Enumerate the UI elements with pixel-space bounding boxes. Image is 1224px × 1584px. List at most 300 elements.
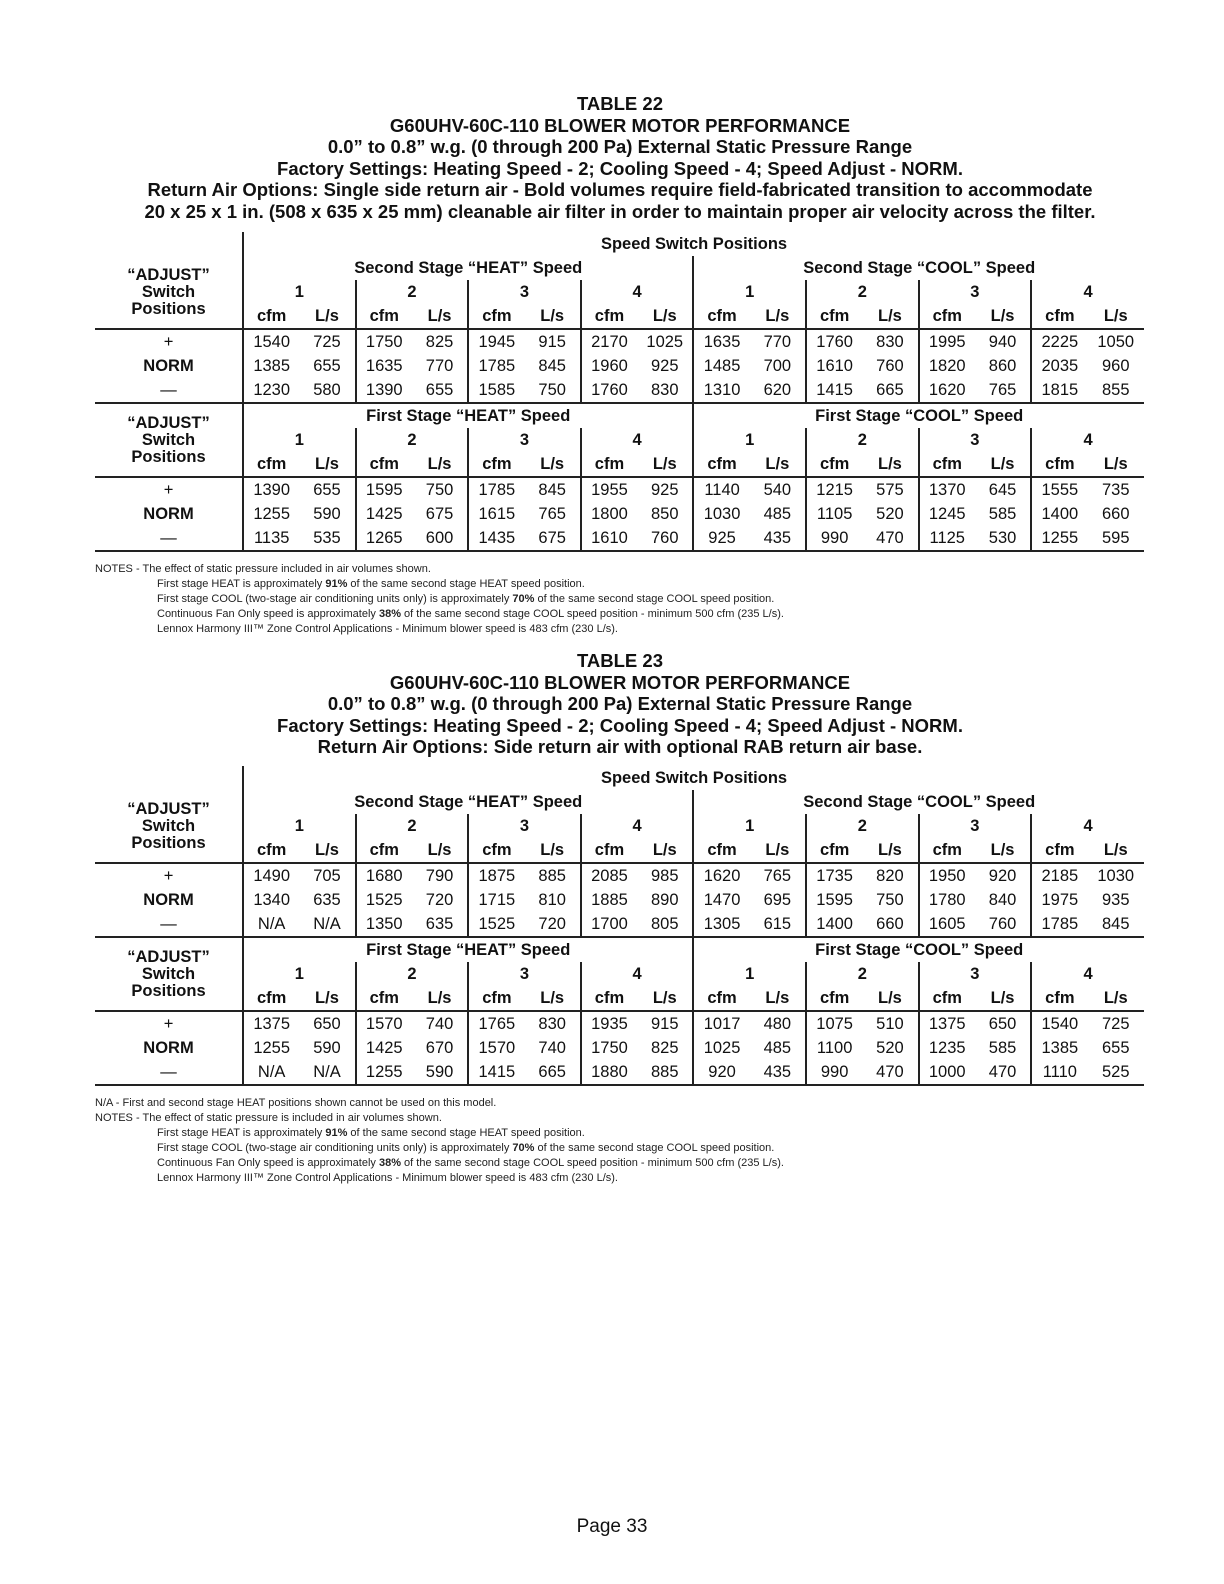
ls-value: 535 xyxy=(299,526,355,551)
ls-value: 760 xyxy=(975,912,1031,937)
ls-value: 635 xyxy=(412,912,468,937)
unit-ls: L/s xyxy=(750,838,806,863)
unit-cfm: cfm xyxy=(1031,838,1087,863)
ls-value: 940 xyxy=(988,333,1017,351)
table-row xyxy=(95,526,1144,551)
cfm-value: 1350 xyxy=(356,912,412,937)
unit-cfm: cfm xyxy=(243,452,299,477)
cfm-value: 1375 xyxy=(919,1011,975,1036)
speed-number: 3 xyxy=(468,962,581,986)
adjust-switch-label: “ADJUST” Switch Positions xyxy=(95,937,243,1011)
cfm-value: 1255 xyxy=(356,1060,412,1085)
ls-value: 845 xyxy=(1087,912,1144,937)
unit-row xyxy=(95,304,1144,329)
unit-ls: L/s xyxy=(299,838,355,863)
ls-value: 770 xyxy=(425,357,454,375)
cfm-value: 1400 xyxy=(806,912,862,937)
cfm-value: 2225 xyxy=(1031,329,1087,354)
ls-value: 520 xyxy=(876,505,904,523)
cfm-value: 1415 xyxy=(468,1060,524,1085)
cfm-value: 1525 xyxy=(356,888,412,912)
cfm-value: 2170 xyxy=(581,329,637,354)
table23-number: TABLE 23 xyxy=(576,650,663,671)
speed-number: 3 xyxy=(468,814,581,838)
speed-number: 2 xyxy=(806,428,919,452)
ls-value: 760 xyxy=(876,357,904,375)
cfm-value: 1780 xyxy=(919,888,975,912)
ls-value: 985 xyxy=(650,867,679,885)
notes-prefix: NOTES - xyxy=(95,563,140,575)
cfm-value: 1950 xyxy=(919,863,975,888)
adjust-position: — xyxy=(95,526,243,551)
unit-cfm: cfm xyxy=(919,304,975,329)
ls-value: 855 xyxy=(1087,378,1144,403)
unit-cfm: cfm xyxy=(468,452,524,477)
speed-number: 4 xyxy=(1031,962,1144,986)
ls-value: 485 xyxy=(763,1039,792,1057)
unit-cfm: cfm xyxy=(468,304,524,329)
cfm-value: 1785 xyxy=(468,477,524,502)
ls-value: 860 xyxy=(988,357,1017,375)
unit-ls: L/s xyxy=(637,304,693,329)
cfm-value: N/A xyxy=(243,1060,299,1085)
cfm-value: 1340 xyxy=(243,888,299,912)
ls-value: 830 xyxy=(538,1015,566,1033)
ls-value: 530 xyxy=(975,526,1031,551)
ls-value: 485 xyxy=(763,505,792,523)
ls-value: 655 xyxy=(1101,1039,1130,1057)
unit-ls: L/s xyxy=(299,304,355,329)
adjust-position: + xyxy=(163,481,174,499)
ls-value: 735 xyxy=(1101,481,1130,499)
cfm-value: 1110 xyxy=(1031,1060,1087,1085)
cfm-value: 1935 xyxy=(581,1011,637,1036)
unit-cfm: cfm xyxy=(581,304,637,329)
note-harmony: Lennox Harmony III™ Zone Control Applications - Minimum blower speed is 483 cfm (230 L/s). xyxy=(157,1172,618,1184)
table22-number: TABLE 22 xyxy=(576,93,663,114)
unit-cfm: cfm xyxy=(693,986,749,1011)
table-row xyxy=(95,354,1144,378)
first-stage-header-row xyxy=(95,937,1144,962)
speed-number: 3 xyxy=(919,280,1032,304)
cfm-value: 1960 xyxy=(581,354,637,378)
ls-value: 665 xyxy=(525,1060,581,1085)
second-heat-header: Second Stage “HEAT” Speed xyxy=(243,256,693,280)
cfm-value: 1945 xyxy=(468,329,524,354)
notes-prefix: NOTES - xyxy=(95,1112,140,1124)
cfm-value: 1125 xyxy=(919,526,975,551)
cfm-value: 1485 xyxy=(693,354,749,378)
ls-value: 655 xyxy=(412,378,468,403)
ls-value: 585 xyxy=(988,1039,1017,1057)
speed-number: 1 xyxy=(693,428,806,452)
speed-number: 1 xyxy=(243,962,356,986)
unit-ls: L/s xyxy=(637,838,693,863)
speed-number: 1 xyxy=(243,814,356,838)
unit-cfm: cfm xyxy=(581,452,637,477)
ls-value: 720 xyxy=(525,912,581,937)
cfm-value: 1605 xyxy=(919,912,975,937)
adjust-switch-label: “ADJUST” Switch Positions xyxy=(95,403,243,477)
ls-value: 765 xyxy=(763,867,792,885)
adjust-position: NORM xyxy=(143,505,194,523)
cfm-value: 1540 xyxy=(243,329,299,354)
speed-number: 1 xyxy=(243,428,356,452)
speed-number: 4 xyxy=(581,962,694,986)
unit-ls: L/s xyxy=(975,986,1031,1011)
cfm-value: 1635 xyxy=(356,354,412,378)
unit-cfm: cfm xyxy=(356,838,412,863)
ls-value: 600 xyxy=(412,526,468,551)
unit-ls: L/s xyxy=(412,452,468,477)
ls-value: 790 xyxy=(425,867,454,885)
cfm-value: N/A xyxy=(243,912,299,937)
ls-value: 820 xyxy=(876,867,904,885)
ls-value: 915 xyxy=(538,333,566,351)
ls-value: N/A xyxy=(299,1060,355,1085)
cfm-value: 1100 xyxy=(806,1036,862,1060)
ls-value: 435 xyxy=(750,526,806,551)
cfm-value: 1815 xyxy=(1031,378,1087,403)
ls-value: 805 xyxy=(637,912,693,937)
ls-value: 480 xyxy=(763,1015,792,1033)
cfm-value: 1390 xyxy=(243,477,299,502)
unit-cfm: cfm xyxy=(806,304,862,329)
cfm-value: 1470 xyxy=(693,888,749,912)
cfm-value: 1700 xyxy=(581,912,637,937)
unit-cfm: cfm xyxy=(243,838,299,863)
unit-cfm: cfm xyxy=(356,304,412,329)
speed-number-row xyxy=(95,814,1144,838)
cfm-value: 1570 xyxy=(468,1036,524,1060)
unit-cfm: cfm xyxy=(243,304,299,329)
cfm-value: 1820 xyxy=(919,354,975,378)
cfm-value: 1875 xyxy=(468,863,524,888)
unit-ls: L/s xyxy=(1087,304,1144,329)
ls-value: 915 xyxy=(650,1015,679,1033)
blank-cell xyxy=(95,766,243,790)
cfm-value: 1305 xyxy=(693,912,749,937)
adjust-position: — xyxy=(95,1060,243,1085)
unit-row xyxy=(95,452,1144,477)
cfm-value: 1230 xyxy=(243,378,299,403)
unit-ls: L/s xyxy=(750,986,806,1011)
speed-number: 2 xyxy=(356,962,469,986)
unit-ls: L/s xyxy=(862,452,918,477)
cfm-value: 1760 xyxy=(806,329,862,354)
table23-notes xyxy=(95,1096,784,1186)
speed-number: 2 xyxy=(356,814,469,838)
unit-ls: L/s xyxy=(862,838,918,863)
ls-value: 670 xyxy=(425,1039,454,1057)
note-static-pressure: The effect of static pressure included in air volumes shown. xyxy=(142,563,431,575)
page-number: Page 33 xyxy=(576,1516,648,1537)
ls-value: 660 xyxy=(862,912,918,937)
unit-cfm: cfm xyxy=(1031,452,1087,477)
ls-value: 920 xyxy=(988,867,1017,885)
cfm-value: 1525 xyxy=(468,912,524,937)
cfm-value: 1885 xyxy=(581,888,637,912)
speed-number: 1 xyxy=(693,962,806,986)
cfm-value: 1390 xyxy=(356,378,412,403)
unit-row xyxy=(95,838,1144,863)
unit-cfm: cfm xyxy=(1031,986,1087,1011)
table23-title-block xyxy=(95,650,1145,758)
first-stage-header-row xyxy=(95,403,1144,428)
adjust-position: + xyxy=(163,1015,174,1033)
second-cool-header: Second Stage “COOL” Speed xyxy=(693,256,1144,280)
ls-value: 660 xyxy=(1101,505,1130,523)
table-row xyxy=(95,1011,1144,1036)
speed-number: 4 xyxy=(1031,814,1144,838)
note-first-stage-cool: First stage COOL (two-stage air conditioning units only) is approximately 70% of the same second stage COOL speed position. xyxy=(157,1142,775,1154)
speed-number: 1 xyxy=(693,280,806,304)
cfm-value: 1375 xyxy=(243,1011,299,1036)
ls-value: 525 xyxy=(1087,1060,1144,1085)
unit-ls: L/s xyxy=(862,304,918,329)
note-continuous-fan: Continuous Fan Only speed is approximately 38% of the same second stage COOL speed position - minimum 500 cfm (235 L/s). xyxy=(157,1157,784,1169)
cfm-value: 1310 xyxy=(693,378,749,403)
first-heat-header: First Stage “HEAT” Speed xyxy=(243,403,693,428)
ls-value: 740 xyxy=(538,1039,566,1057)
cfm-value: 1255 xyxy=(1031,526,1087,551)
table23-pressure-range: 0.0” to 0.8” w.g. (0 through 200 Pa) External Static Pressure Range xyxy=(327,693,913,714)
cfm-value: 1435 xyxy=(468,526,524,551)
ls-value: 615 xyxy=(750,912,806,937)
cfm-value: 1025 xyxy=(693,1036,749,1060)
first-cool-header: First Stage “COOL” Speed xyxy=(693,937,1144,962)
adjust-position: — xyxy=(95,378,243,403)
cfm-value: 1030 xyxy=(693,502,749,526)
unit-ls: L/s xyxy=(412,304,468,329)
speed-switch-row xyxy=(95,232,1144,256)
ls-value: 580 xyxy=(299,378,355,403)
ls-value: 675 xyxy=(425,505,454,523)
ls-value: 700 xyxy=(763,357,792,375)
unit-cfm: cfm xyxy=(468,838,524,863)
speed-number: 1 xyxy=(243,280,356,304)
unit-cfm: cfm xyxy=(468,986,524,1011)
ls-value: 595 xyxy=(1087,526,1144,551)
speed-number-row xyxy=(95,428,1144,452)
cfm-value: 1400 xyxy=(1031,502,1087,526)
cfm-value: 1610 xyxy=(806,354,862,378)
ls-value: 890 xyxy=(650,891,679,909)
second-heat-header: Second Stage “HEAT” Speed xyxy=(243,790,693,814)
unit-ls: L/s xyxy=(637,452,693,477)
adjust-position: + xyxy=(163,867,174,885)
speed-switch-row xyxy=(95,766,1144,790)
ls-value: 770 xyxy=(763,333,792,351)
cfm-value: 1255 xyxy=(243,1036,299,1060)
unit-ls: L/s xyxy=(525,452,581,477)
table22-return-air-2: 20 x 25 x 1 in. (508 x 635 x 25 mm) cleanable air filter in order to maintain proper air velocity across the filter. xyxy=(144,200,1096,222)
speed-number: 4 xyxy=(581,280,694,304)
ls-value: N/A xyxy=(299,912,355,937)
cfm-value: 1385 xyxy=(243,354,299,378)
table23-model: G60UHV-60C-110 BLOWER MOTOR PERFORMANCE xyxy=(389,671,851,693)
ls-value: 645 xyxy=(988,481,1017,499)
table22-title-block xyxy=(95,93,1145,222)
ls-value: 585 xyxy=(988,505,1017,523)
cfm-value: 1735 xyxy=(806,863,862,888)
cfm-value: 1800 xyxy=(581,502,637,526)
unit-ls: L/s xyxy=(412,986,468,1011)
unit-ls: L/s xyxy=(525,838,581,863)
table-row xyxy=(95,863,1144,888)
speed-number: 4 xyxy=(1031,428,1144,452)
unit-ls: L/s xyxy=(975,452,1031,477)
cfm-value: 1785 xyxy=(1031,912,1087,937)
adjust-position: — xyxy=(95,912,243,937)
table22-return-air-1: Return Air Options: Single side return air - Bold volumes require field-fabricated transition to accommodate xyxy=(147,179,1093,200)
cfm-value: 2085 xyxy=(581,863,637,888)
ls-value: 655 xyxy=(313,481,341,499)
speed-number: 2 xyxy=(806,280,919,304)
first-cool-header: First Stage “COOL” Speed xyxy=(693,403,1144,428)
cfm-value: 2185 xyxy=(1031,863,1087,888)
table-row xyxy=(95,329,1144,354)
unit-ls: L/s xyxy=(299,452,355,477)
table22-model: G60UHV-60C-110 BLOWER MOTOR PERFORMANCE xyxy=(389,114,851,136)
note-harmony: Lennox Harmony III™ Zone Control Applications - Minimum blower speed is 483 cfm (230 L/s). xyxy=(157,623,618,635)
unit-ls: L/s xyxy=(750,452,806,477)
ls-value: 840 xyxy=(988,891,1017,909)
ls-value: 650 xyxy=(313,1015,341,1033)
speed-number: 3 xyxy=(919,814,1032,838)
cfm-value: 1370 xyxy=(919,477,975,502)
ls-value: 435 xyxy=(750,1060,806,1085)
cfm-value: 990 xyxy=(806,1060,862,1085)
cfm-value: 1595 xyxy=(806,888,862,912)
cfm-value: 1425 xyxy=(356,1036,412,1060)
ls-value: 1050 xyxy=(1097,333,1135,351)
cfm-value: 1235 xyxy=(919,1036,975,1060)
ls-value: 470 xyxy=(862,526,918,551)
ls-value: 725 xyxy=(1101,1015,1130,1033)
cfm-value: 1540 xyxy=(1031,1011,1087,1036)
unit-cfm: cfm xyxy=(806,986,862,1011)
cfm-value: 1615 xyxy=(468,502,524,526)
note-first-stage-heat: First stage HEAT is approximately 91% of the same second stage HEAT speed position. xyxy=(157,1127,585,1139)
cfm-value: 1995 xyxy=(919,329,975,354)
second-stage-header-row xyxy=(95,790,1144,814)
cfm-value: 1415 xyxy=(806,378,862,403)
table23-performance-table xyxy=(95,766,1144,1086)
ls-value: 695 xyxy=(763,891,792,909)
cfm-value: 1000 xyxy=(919,1060,975,1085)
speed-number: 2 xyxy=(356,428,469,452)
speed-number-row xyxy=(95,962,1144,986)
unit-cfm: cfm xyxy=(243,986,299,1011)
unit-cfm: cfm xyxy=(1031,304,1087,329)
speed-switch-label: Speed Switch Positions xyxy=(243,766,1144,790)
speed-number: 4 xyxy=(1031,280,1144,304)
ls-value: 705 xyxy=(313,867,341,885)
unit-cfm: cfm xyxy=(806,452,862,477)
ls-value: 830 xyxy=(876,333,904,351)
ls-value: 720 xyxy=(425,891,454,909)
ls-value: 620 xyxy=(750,378,806,403)
unit-cfm: cfm xyxy=(919,452,975,477)
ls-value: 470 xyxy=(975,1060,1031,1085)
second-cool-header: Second Stage “COOL” Speed xyxy=(693,790,1144,814)
speed-number: 3 xyxy=(468,428,581,452)
unit-ls: L/s xyxy=(1087,986,1144,1011)
ls-value: 845 xyxy=(538,481,566,499)
note-static-pressure: The effect of static pressure is included in air volumes shown. xyxy=(142,1112,442,1124)
ls-value: 575 xyxy=(876,481,904,499)
ls-value: 825 xyxy=(425,333,454,351)
speed-number: 3 xyxy=(919,428,1032,452)
cfm-value: 1135 xyxy=(243,526,299,551)
speed-number: 4 xyxy=(581,428,694,452)
ls-value: 520 xyxy=(876,1039,904,1057)
unit-cfm: cfm xyxy=(919,838,975,863)
adjust-position: NORM xyxy=(143,1039,194,1057)
speed-number: 2 xyxy=(806,814,919,838)
cfm-value: 1425 xyxy=(356,502,412,526)
cfm-value: 1880 xyxy=(581,1060,637,1085)
unit-ls: L/s xyxy=(299,986,355,1011)
ls-value: 675 xyxy=(525,526,581,551)
table22-factory-settings: Factory Settings: Heating Speed - 2; Cooling Speed - 4; Speed Adjust - NORM. xyxy=(277,157,963,179)
unit-ls: L/s xyxy=(975,304,1031,329)
unit-ls: L/s xyxy=(1087,838,1144,863)
ls-value: 885 xyxy=(637,1060,693,1085)
cfm-value: 920 xyxy=(693,1060,749,1085)
table23-factory-settings: Factory Settings: Heating Speed - 2; Cooling Speed - 4; Speed Adjust - NORM. xyxy=(277,714,963,736)
unit-cfm: cfm xyxy=(581,986,637,1011)
unit-ls: L/s xyxy=(750,304,806,329)
ls-value: 765 xyxy=(538,505,566,523)
table-row xyxy=(95,912,1144,937)
ls-value: 925 xyxy=(650,481,679,499)
table22-notes xyxy=(95,562,784,637)
unit-ls: L/s xyxy=(412,838,468,863)
cfm-value: 990 xyxy=(806,526,862,551)
ls-value: 740 xyxy=(425,1015,454,1033)
unit-ls: L/s xyxy=(975,838,1031,863)
ls-value: 750 xyxy=(425,481,454,499)
ls-value: 845 xyxy=(538,357,566,375)
table-row xyxy=(95,378,1144,403)
first-heat-header: First Stage “HEAT” Speed xyxy=(243,937,693,962)
ls-value: 590 xyxy=(313,1039,341,1057)
ls-value: 935 xyxy=(1101,891,1130,909)
speed-number: 3 xyxy=(919,962,1032,986)
unit-ls: L/s xyxy=(862,986,918,1011)
table22-pressure-range: 0.0” to 0.8” w.g. (0 through 200 Pa) External Static Pressure Range xyxy=(327,136,913,157)
cfm-value: 1265 xyxy=(356,526,412,551)
unit-cfm: cfm xyxy=(693,452,749,477)
ls-value: 960 xyxy=(1101,357,1130,375)
table-row xyxy=(95,1036,1144,1060)
cfm-value: 1075 xyxy=(806,1011,862,1036)
cfm-value: 1750 xyxy=(356,329,412,354)
ls-value: 650 xyxy=(988,1015,1017,1033)
unit-ls: L/s xyxy=(637,986,693,1011)
ls-value: 850 xyxy=(650,505,679,523)
note-na: N/A - First and second stage HEAT positions shown cannot be used on this model. xyxy=(95,1097,497,1109)
cfm-value: 1620 xyxy=(693,863,749,888)
cfm-value: 1785 xyxy=(468,354,524,378)
cfm-value: 1105 xyxy=(806,502,862,526)
unit-cfm: cfm xyxy=(356,986,412,1011)
adjust-position: + xyxy=(163,333,174,351)
unit-cfm: cfm xyxy=(693,304,749,329)
cfm-value: 1955 xyxy=(581,477,637,502)
